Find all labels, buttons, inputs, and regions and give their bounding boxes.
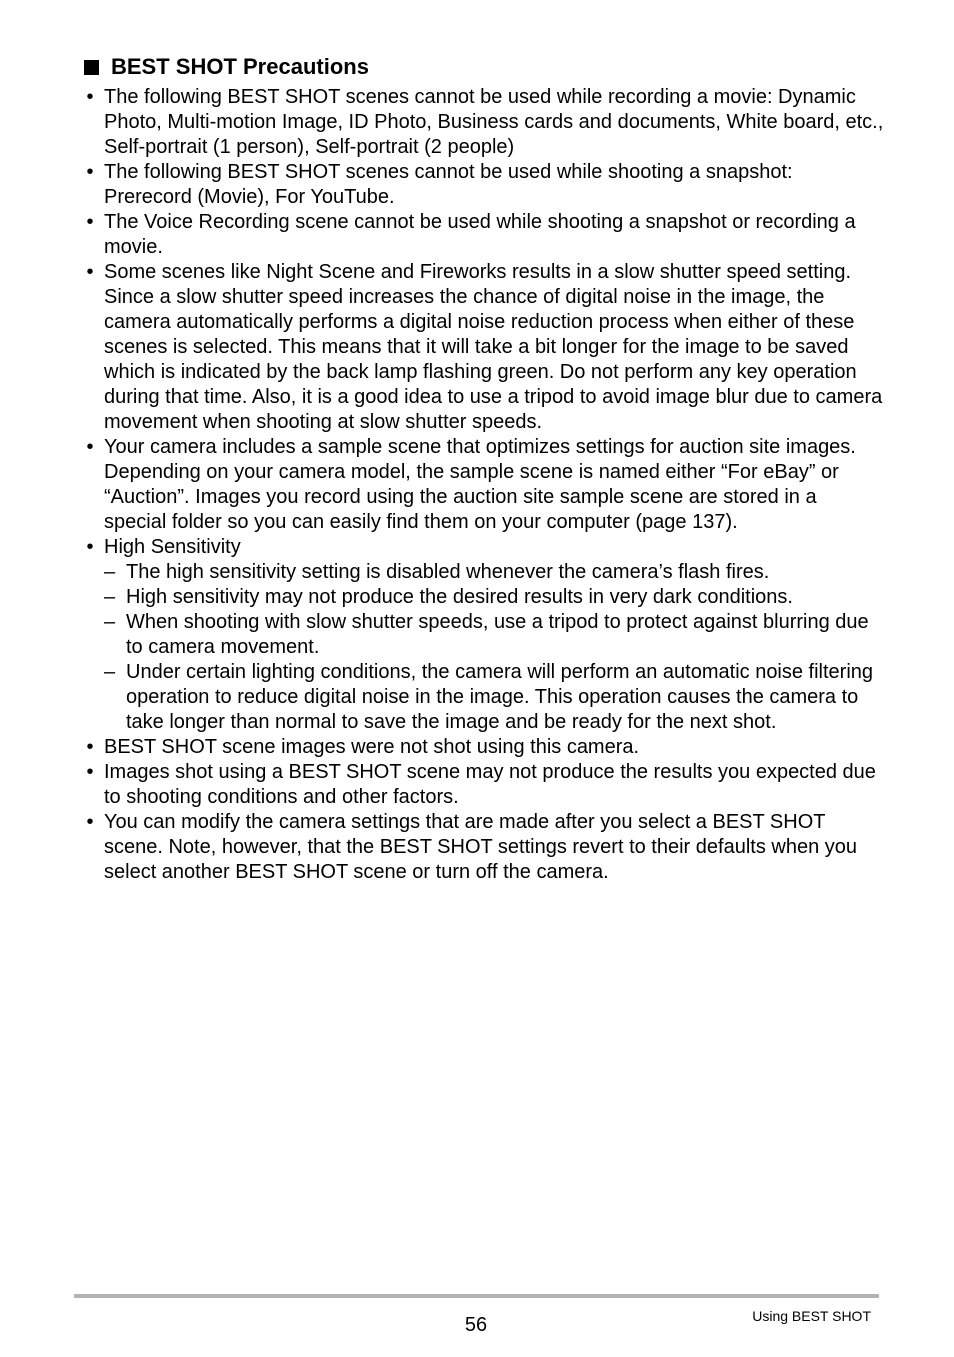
sublist-item xyxy=(104,660,884,735)
page-number: 56 xyxy=(464,1314,488,1336)
bullet-icon: • xyxy=(86,536,94,558)
sublist-item-text: The high sensitivity setting is disabled whenever the camera’s flash fires. xyxy=(126,561,770,583)
bullet-icon: • xyxy=(86,761,94,783)
footer-divider xyxy=(74,1294,879,1298)
bullet-icon: • xyxy=(86,811,94,833)
dash-icon: – xyxy=(104,611,116,633)
list-item-text: The following BEST SHOT scenes cannot be used while recording a movie: Dynamic Photo, Multi-motion Image, ID Photo, Business cards and documents, White board, etc., Self-portrait (1 person), Self-portrait (2 people) xyxy=(104,86,884,158)
section-title: BEST SHOT Precautions xyxy=(111,54,369,79)
list-item-text: Your camera includes a sample scene that optimizes settings for auction site images. Depending on your camera model, the sample scene is named either “For eBay” or “Auction”. Images you record using the auction site sample scene are stored in a special folder so you can easily find them on your computer (page 137). xyxy=(104,436,856,533)
list-item-text: The following BEST SHOT scenes cannot be used while shooting a snapshot: Prerecord (Movie), For YouTube. xyxy=(104,161,793,208)
list-item-text: Images shot using a BEST SHOT scene may not produce the results you expected due to shooting conditions and other factors. xyxy=(104,761,876,808)
list-item-high-sensitivity xyxy=(84,535,884,735)
dash-icon: – xyxy=(104,586,116,608)
sublist-item-text: High sensitivity may not produce the desired results in very dark conditions. xyxy=(126,586,793,608)
list-item xyxy=(84,760,884,810)
precautions-list xyxy=(84,85,884,885)
list-item-text: BEST SHOT scene images were not shot using this camera. xyxy=(104,736,640,758)
precautions-content xyxy=(84,85,884,885)
list-item xyxy=(84,435,884,535)
section-heading xyxy=(84,53,369,81)
list-item xyxy=(84,735,884,760)
bullet-icon: • xyxy=(86,211,94,233)
list-item xyxy=(84,160,884,210)
dash-icon: – xyxy=(104,661,116,683)
bullet-icon: • xyxy=(86,436,94,458)
sublist-item xyxy=(104,560,884,585)
sublist-item xyxy=(104,585,884,610)
sublist-item xyxy=(104,610,884,660)
black-square-icon xyxy=(84,60,99,75)
list-item-text: Some scenes like Night Scene and Fireworks results in a slow shutter speed setting. Since a slow shutter speed increases the chance of digital noise in the image, the camera automatically performs a digital noise reduction process when either of these scenes is selected. This means that it will take a bit longer for the image to be saved which is indicated by the back lamp flashing green. Do not perform any key operation during that time. Also, it is a good idea to use a tripod to avoid image blur due to camera movement when shooting at slow shutter speeds. xyxy=(104,261,883,433)
high-sensitivity-sublist xyxy=(104,560,884,735)
sublist-item-text: Under certain lighting conditions, the camera will perform an automatic noise filtering operation to reduce digital noise in the image. This operation causes the camera to take longer than normal to save the image and be ready for the next shot. xyxy=(126,661,874,733)
bullet-icon: • xyxy=(86,736,94,758)
bullet-icon: • xyxy=(86,86,94,108)
list-item-text: You can modify the camera settings that are made after you select a BEST SHOT scene. Note, however, that the BEST SHOT settings revert to their defaults when you select another BEST SHOT scene or turn off the camera. xyxy=(104,811,857,883)
list-item xyxy=(84,260,884,435)
sublist-item-text: When shooting with slow shutter speeds, use a tripod to protect against blurring due to camera movement. xyxy=(126,611,869,658)
list-item-text: High Sensitivity xyxy=(104,536,241,558)
list-item xyxy=(84,85,884,160)
bullet-icon: • xyxy=(86,261,94,283)
footer-section-title: Using BEST SHOT xyxy=(752,1308,871,1324)
list-item xyxy=(84,810,884,885)
list-item-text: The Voice Recording scene cannot be used while shooting a snapshot or recording a movie. xyxy=(104,211,856,258)
dash-icon: – xyxy=(104,561,116,583)
bullet-icon: • xyxy=(86,161,94,183)
list-item xyxy=(84,210,884,260)
